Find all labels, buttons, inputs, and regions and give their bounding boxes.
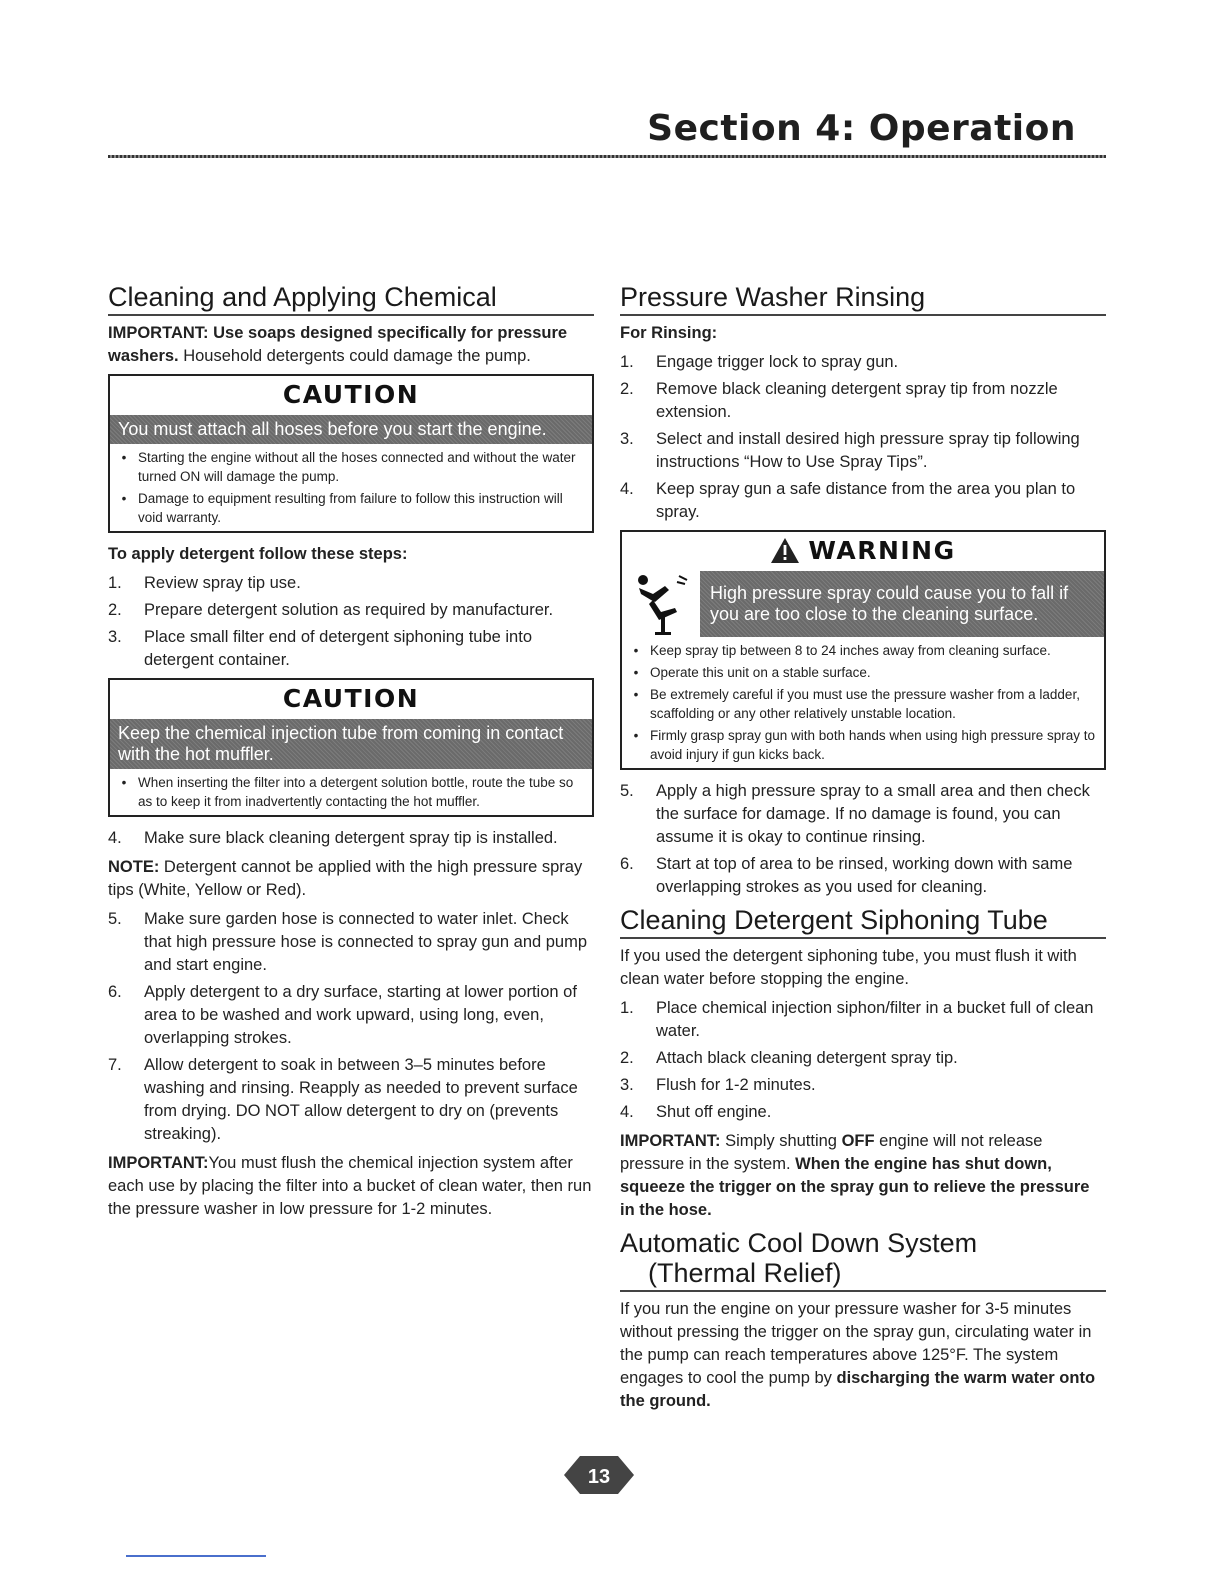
heading-cleaning-siphoning-tube: Cleaning Detergent Siphoning Tube [620, 905, 1106, 939]
step-item: 4. Make sure black cleaning detergent spray tip is installed. [108, 829, 558, 847]
heading-cool-down-line2: (Thermal Relief) [620, 1258, 1106, 1292]
page-badge-shape [562, 1454, 636, 1496]
caution-bullet: • Starting the engine without all the hoses connected and without the water turned ON will damage the pump. [110, 448, 584, 486]
heading-cool-down-line1: Automatic Cool Down System [620, 1228, 978, 1258]
siphon-intro: If you used the detergent siphoning tube, you must flush it with clean water before stopping the engine. [620, 947, 1077, 988]
important-flush: IMPORTANT:You must flush the chemical injection system after each use by placing the filter into a bucket of clean water, then run the pressure washer in low pressure for 1-2 minutes. [108, 1154, 592, 1218]
rinse-steps-b [620, 780, 1106, 899]
bullet-icon: • [633, 728, 639, 743]
right-column [620, 282, 1106, 1419]
warning-bullet: • Be extremely careful if you must use the pressure washer from a ladder, scaffolding or any other relatively unstable location. [622, 685, 1096, 723]
fall-hazard-icon [622, 571, 700, 637]
caution-bullet: • Damage to equipment resulting from failure to follow this instruction will void warranty. [110, 489, 584, 527]
heading-cleaning-applying-chemical: Cleaning and Applying Chemical [108, 282, 594, 316]
step-item: 6. Apply detergent to a dry surface, starting at lower portion of area to be washed and work upward, using long, even, overlapping strokes. [108, 983, 577, 1047]
step-item: 3. Flush for 1-2 minutes. [620, 1076, 816, 1094]
bullet-icon: • [121, 450, 127, 465]
caution-bullet: • When inserting the filter into a detergent solution bottle, route the tube so as to keep it from inadvertently contacting the hot muffler. [110, 773, 584, 811]
page-number: 13 [587, 1466, 611, 1488]
siphon-steps [620, 997, 1106, 1124]
step-item: 1. Review spray tip use. [108, 574, 301, 592]
warning-bullet: • Keep spray tip between 8 to 24 inches away from cleaning surface. [622, 641, 1096, 660]
bullet-icon: • [633, 665, 639, 680]
step-item: 4. Shut off engine. [620, 1103, 772, 1121]
warning-band: High pressure spray could cause you to fall if you are too close to the cleaning surface. [700, 571, 1104, 637]
heading-pressure-washer-rinsing: Pressure Washer Rinsing [620, 282, 1106, 316]
section-title: Section 4: Operation [647, 108, 1076, 149]
page-number-badge [562, 1454, 636, 1496]
warning-title-row [622, 532, 1104, 571]
detergent-steps-b [108, 827, 594, 850]
step-item: 2. Prepare detergent solution as required by manufacturer. [108, 601, 554, 619]
rinsing-subheading: For Rinsing: [620, 324, 718, 342]
left-column [108, 282, 594, 1227]
warning-bullet: • Operate this unit on a stable surface. [622, 663, 1096, 682]
warning-box [620, 530, 1106, 770]
step-item: 3. Place small filter end of detergent siphoning tube into detergent container. [108, 628, 532, 669]
step-item: 1. Place chemical injection siphon/filter in a bucket full of clean water. [620, 999, 1094, 1040]
cool-down-text: If you run the engine on your pressure washer for 3-5 minutes without pressing the trigger on the spray gun, circulating water in the pump can reach temperatures above 125°F. The system engages to cool the pump by discharging the warm water onto the ground. [620, 1300, 1096, 1410]
rinse-steps-a [620, 351, 1106, 524]
caution-box-muffler [108, 678, 594, 817]
caution-title: CAUTION [282, 684, 420, 713]
step-item: 5. Make sure garden hose is connected to water inlet. Check that high pressure hose is connected to spray gun and pump and start engine. [108, 910, 588, 974]
important-soaps: IMPORTANT: Use soaps designed specifically for pressure washers. Household detergents could damage the pump. [108, 324, 568, 365]
warning-bullet: • Firmly grasp spray gun with both hands when using high pressure spray to avoid injury if gun kicks back. [622, 726, 1096, 764]
bullet-icon: • [633, 687, 639, 702]
detergent-steps-c [108, 908, 594, 1146]
caution-band: Keep the chemical injection tube from coming in contact with the hot muffler. [110, 719, 592, 769]
step-item: 1. Engage trigger lock to spray gun. [620, 353, 899, 371]
warning-triangle-icon [770, 537, 800, 564]
steps-heading: To apply detergent follow these steps: [108, 545, 408, 563]
step-item: 4. Keep spray gun a safe distance from the area you plan to spray. [620, 480, 1076, 521]
bullet-icon: • [633, 643, 639, 658]
header-rule [108, 155, 1106, 158]
warning-band-row [622, 571, 1104, 637]
bullet-icon: • [121, 491, 127, 506]
step-item: 2. Attach black cleaning detergent spray tip. [620, 1049, 958, 1067]
bottom-rule [126, 1555, 266, 1557]
caution-title: CAUTION [282, 380, 420, 409]
step-item: 7. Allow detergent to soak in between 3–5 minutes before washing and rinsing. Reapply as needed to prevent surface from drying. DO NOT allow detergent to dry on (prevents streaking). [108, 1056, 578, 1143]
step-item: 2. Remove black cleaning detergent spray tip from nozzle extension. [620, 380, 1058, 421]
warning-title: WARNING [808, 536, 956, 565]
detergent-steps-a [108, 572, 594, 672]
bullet-icon: • [121, 775, 127, 790]
important-release-pressure: IMPORTANT: Simply shutting OFF engine will not release pressure in the system. When the engine has shut down, squeeze the trigger on the spray gun to relieve the pressure in the hose. [620, 1132, 1090, 1219]
caution-box-hoses [108, 374, 594, 533]
step-item: 6. Start at top of area to be rinsed, working down with same overlapping strokes as you used for cleaning. [620, 855, 1073, 896]
step-item: 3. Select and install desired high pressure spray tip following instructions “How to Use Spray Tips”. [620, 430, 1080, 471]
step-item: 5. Apply a high pressure spray to a small area and then check the surface for damage. If no damage is found, you can assume it is okay to continue rinsing. [620, 782, 1090, 846]
note: NOTE: Detergent cannot be applied with the high pressure spray tips (White, Yellow or Red). [108, 858, 583, 899]
caution-bullets [110, 773, 592, 811]
caution-band: You must attach all hoses before you start the engine. [110, 415, 592, 444]
caution-bullets [110, 448, 592, 527]
warning-bullets [622, 641, 1104, 764]
